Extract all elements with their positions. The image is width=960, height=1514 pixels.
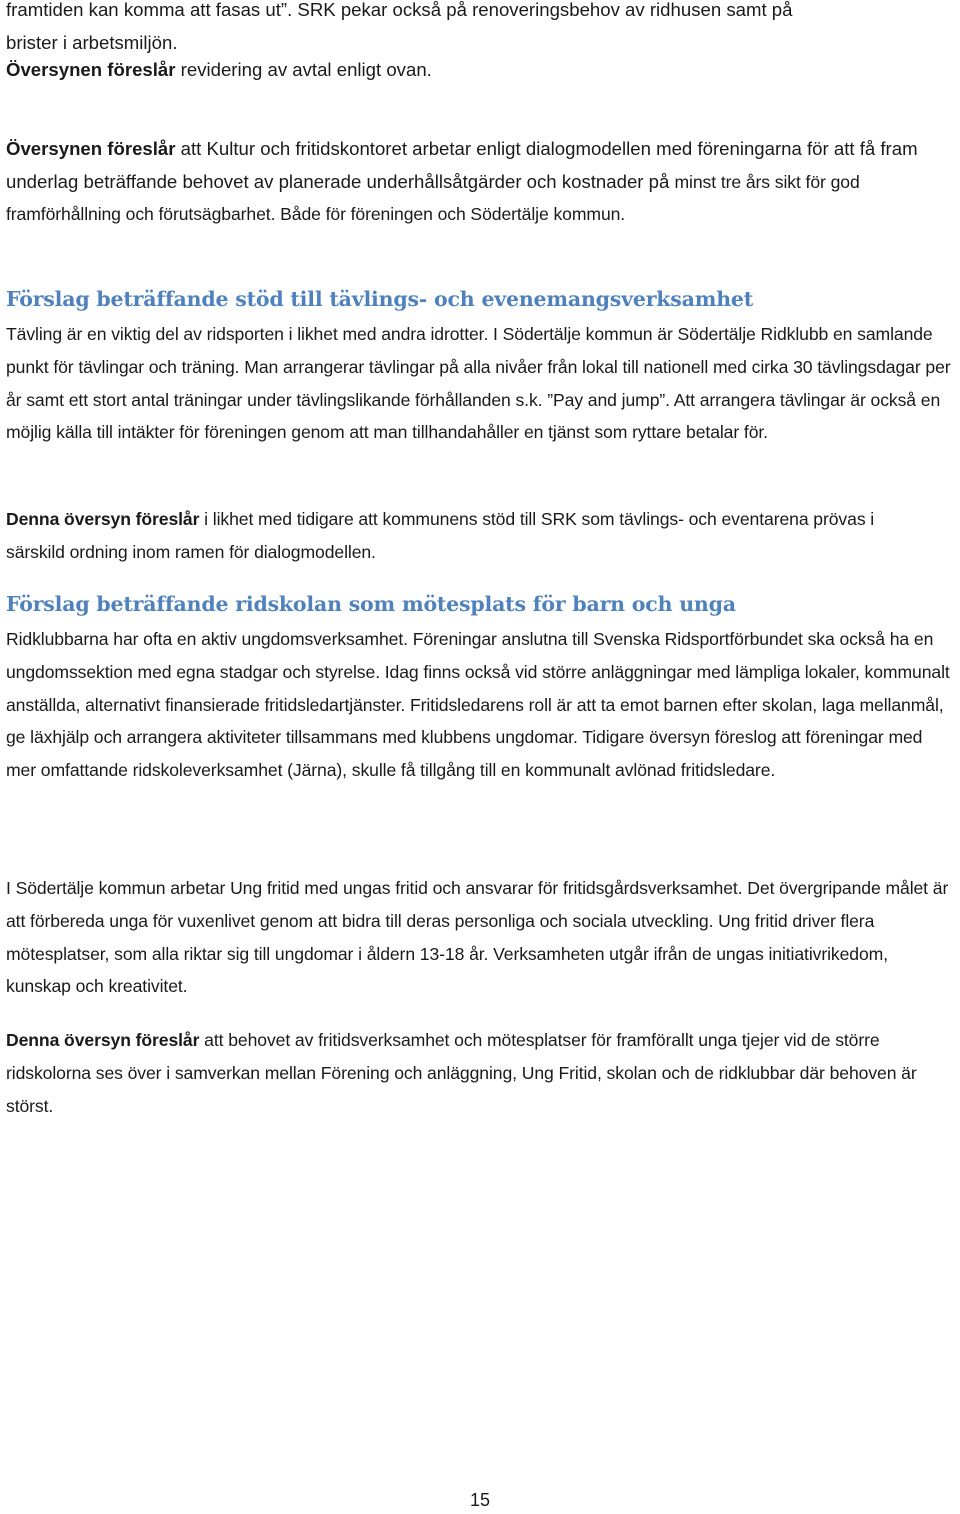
paragraph-rest: att Kultur och fritidskontoret arbetar enligt dialogmodellen med föreningarna för att få fram underlag beträffande behovet av planerade underhållsåtgärder och kostnader på — [6, 138, 918, 192]
bold-lead: Översynen föreslår — [6, 59, 176, 80]
bold-lead: Denna översyn föreslår — [6, 509, 200, 529]
body-paragraph — [6, 623, 956, 787]
paragraph-text: Ridklubbarna har ofta en aktiv ungdomsverksamhet. Föreningar anslutna till Svenska Ridsportförbundet ska också ha en ungdomssektion med egna stadgar och styrelse. Idag finns också vid större anläggningar med lämpliga lokaler, kommunalt anställda, alternativt finansierade fritidsledartjänster. Fritidsledarens roll är att ta emot barnen efter skolan, laga mellanmål, ge läxhjälp och arrangera aktiviteter tillsammans med klubbens ungdomar. Tidigare översyn föreslog att föreningar med mer omfattande ridskoleverksamhet (Järna), skulle få tillgång till en kommunalt avlönad fritidsledare. — [6, 629, 950, 781]
paragraph-rest: minst tre års sikt för god framförhållning och förutsägbarhet. Både för föreningen och Södertälje kommun. — [6, 171, 860, 225]
bold-lead: Denna översyn föreslår — [6, 1030, 200, 1050]
paragraph-text — [6, 503, 876, 569]
body-paragraph — [6, 872, 956, 1003]
paragraph-text — [6, 133, 941, 231]
proposal-paragraph — [6, 503, 956, 569]
paragraph-text — [6, 54, 956, 87]
proposal-paragraph — [6, 54, 956, 87]
paragraph-text — [6, 1024, 956, 1122]
bold-lead: Översynen föreslår — [6, 138, 176, 159]
proposal-paragraph — [6, 133, 956, 231]
section-heading — [6, 287, 956, 311]
paragraph-rest: att behovet av fritidsverksamhet och mötesplatser för framförallt unga tjejer vid de större ridskolorna ses över i samverkan mellan Förening och anläggning, Ung Fritid, skolan och de ridklubbar där behoven är störst. — [6, 1030, 917, 1116]
heading-text: Förslag beträffande stöd till tävlings- och evenemangsverksamhet — [6, 287, 754, 311]
paragraph-continuation — [6, 0, 956, 59]
heading-text: Förslag beträffande ridskolan som mötesplats för barn och unga — [6, 592, 736, 616]
paragraph-line: brister i arbetsmiljön. — [6, 31, 178, 53]
section-heading — [6, 592, 956, 616]
page-number: 15 — [469, 1490, 491, 1510]
paragraph-text: Tävling är en viktig del av ridsporten i likhet med andra idrotter. I Södertälje kommun är Södertälje Ridklubb en samlande punkt för tävlingar och träning. Man arrangerar tävlingar på alla nivåer från lokal till nationell med cirka 30 tävlingsdagar per år samt ett stort antal träningar under tävlingslikande förhållanden s.k. ”Pay and jump”. Att arrangera tävlingar är också en möjlig källa till intäkter för föreningen genom att man tillhandahåller en tjänst som ryttare betalar för. — [6, 324, 951, 443]
paragraph-line: framtiden kan komma att fasas ut”. SRK pekar också på renoveringsbehov av ridhusen samt på — [6, 0, 793, 20]
paragraph-rest: revidering av avtal enligt ovan. — [175, 59, 432, 80]
body-paragraph — [6, 318, 956, 449]
proposal-paragraph — [6, 1024, 956, 1122]
paragraph-rest: i likhet med tidigare att kommunens stöd till SRK som tävlings- och eventarena prövas i särskild ordning inom ramen för dialogmodellen. — [6, 509, 875, 562]
paragraph-text: I Södertälje kommun arbetar Ung fritid med ungas fritid och ansvarar för fritidsgårdsverksamhet. Det övergripande målet är att förbereda unga för vuxenlivet genom att bidra till deras personliga och sociala utveckling. Ung fritid driver flera mötesplatser, som alla riktar sig till ungdomar i åldern 13-18 år. Verksamheten utgår ifrån de ungas initiativrikedom, kunskap och kreativitet. — [6, 878, 949, 997]
